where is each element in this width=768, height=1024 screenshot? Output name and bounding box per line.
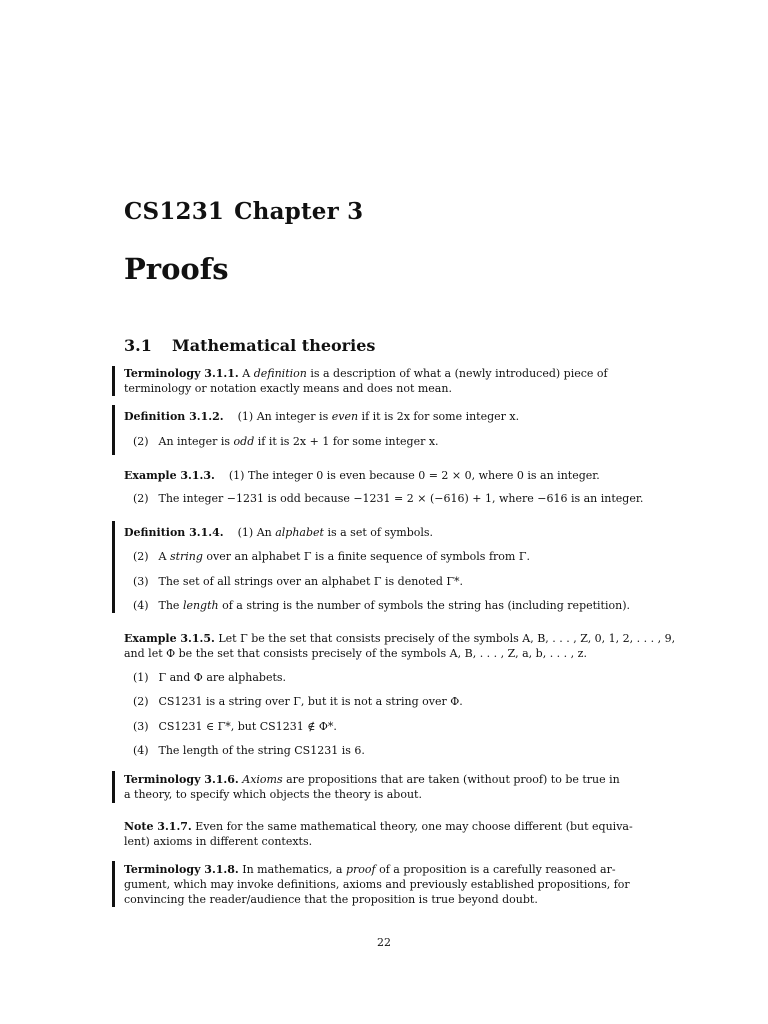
course-code: CS1231 [124, 198, 225, 225]
text: gument, which may invoke definitions, axioms and previously established propositions, for [124, 878, 630, 891]
item-number: (2) [133, 695, 149, 708]
item-number: (1) [133, 671, 149, 684]
section-heading [124, 336, 375, 355]
block-label: Terminology 3.1.1. [124, 367, 239, 380]
item-number: (2) [133, 492, 149, 505]
section-title: Mathematical theories [172, 336, 376, 355]
terminology-3-1-6 [124, 772, 644, 802]
text: A [242, 367, 251, 380]
emphasis: string [169, 550, 203, 563]
chapter-label: Chapter 3 [234, 198, 364, 225]
item-number: (1) [228, 469, 245, 482]
text: An integer is [256, 410, 329, 423]
chapter-heading [124, 198, 363, 225]
emphasis: definition [253, 367, 307, 380]
text: over an alphabet Γ is a finite sequence of symbols from Γ. [206, 550, 530, 563]
terminology-3-1-1 [124, 366, 644, 396]
text: The length of the string CS1231 is 6. [158, 744, 365, 757]
block-label: Example 3.1.5. [124, 632, 215, 645]
text: Γ and Φ are alphabets. [158, 671, 287, 684]
item-number: (1) [237, 410, 254, 423]
list-item [133, 574, 463, 589]
item-number: (3) [133, 575, 149, 588]
chapter-title: Proofs [124, 252, 229, 286]
list-item [133, 549, 530, 564]
text: An [256, 526, 272, 539]
text: An integer is [158, 435, 231, 448]
text: and let Φ be the set that consists precisely of the symbols A, B, . . . , Z, a, b, . . . , z. [124, 647, 587, 660]
text: A [158, 550, 167, 563]
text: Let Γ be the set that consists precisely of the symbols A, B, . . . , Z, 0, 1, 2, . . . , 9, [218, 632, 676, 645]
text: if it is 2x for some integer x. [361, 410, 520, 423]
page-number: 22 [377, 936, 391, 949]
item-number: (4) [133, 599, 149, 612]
margin-bar [112, 366, 115, 396]
text: convincing the reader/audience that the proposition is true beyond doubt. [124, 893, 538, 906]
block-label: Terminology 3.1.8. [124, 863, 239, 876]
definition-3-1-4 [124, 525, 644, 540]
definition-3-1-2 [124, 409, 644, 424]
text: of a string is the number of symbols the string has (including repetition). [222, 599, 630, 612]
margin-bar [112, 771, 115, 803]
emphasis: length [182, 599, 219, 612]
margin-bar [112, 521, 115, 613]
text: a theory, to specify which objects the theory is about. [124, 788, 422, 801]
text: CS1231 is a string over Γ, but it is not a string over Φ. [158, 695, 463, 708]
emphasis: Axioms [242, 773, 283, 786]
list-item [133, 719, 337, 734]
list-item [133, 743, 365, 758]
text: of a proposition is a carefully reasoned ar- [379, 863, 616, 876]
list-item [133, 491, 643, 506]
list-item [133, 434, 439, 449]
margin-bar [112, 405, 115, 455]
text: The integer −1231 is odd because −1231 = 2 × (−616) + 1, where −616 is an integer. [158, 492, 644, 505]
section-number: 3.1 [124, 336, 152, 355]
block-label: Note 3.1.7. [124, 820, 192, 833]
item-number: (2) [133, 435, 149, 448]
text: The [158, 599, 180, 612]
block-label: Definition 3.1.4. [124, 526, 224, 539]
note-3-1-7 [124, 819, 644, 849]
example-3-1-3 [124, 468, 644, 483]
block-label: Definition 3.1.2. [124, 410, 224, 423]
text: The set of all strings over an alphabet Γ is denoted Γ*. [158, 575, 464, 588]
block-label: Example 3.1.3. [124, 469, 215, 482]
emphasis: even [331, 410, 359, 423]
item-number: (3) [133, 720, 149, 733]
item-number: (2) [133, 550, 149, 563]
text: Even for the same mathematical theory, one may choose different (but equiva- [195, 820, 633, 833]
block-label: Terminology 3.1.6. [124, 773, 239, 786]
terminology-3-1-8 [124, 862, 644, 907]
margin-bar [112, 861, 115, 907]
text: In mathematics, a [242, 863, 343, 876]
text: are propositions that are taken (without proof) to be true in [286, 773, 620, 786]
text: CS1231 ∈ Γ*, but CS1231 ∉ Φ*. [158, 720, 337, 733]
emphasis: odd [233, 435, 255, 448]
text: lent) axioms in different contexts. [124, 835, 313, 848]
list-item [133, 694, 463, 709]
example-3-1-5 [124, 631, 676, 661]
text: The integer 0 is even because 0 = 2 × 0, where 0 is an integer. [247, 469, 600, 482]
emphasis: proof [345, 863, 376, 876]
text: terminology or notation exactly means and does not mean. [124, 382, 452, 395]
text: if it is 2x + 1 for some integer x. [257, 435, 439, 448]
emphasis: alphabet [275, 526, 324, 539]
item-number: (4) [133, 744, 149, 757]
text: is a description of what a (newly introduced) piece of [310, 367, 608, 380]
item-number: (1) [237, 526, 254, 539]
text: is a set of symbols. [327, 526, 434, 539]
list-item [133, 670, 286, 685]
list-item [133, 598, 630, 613]
